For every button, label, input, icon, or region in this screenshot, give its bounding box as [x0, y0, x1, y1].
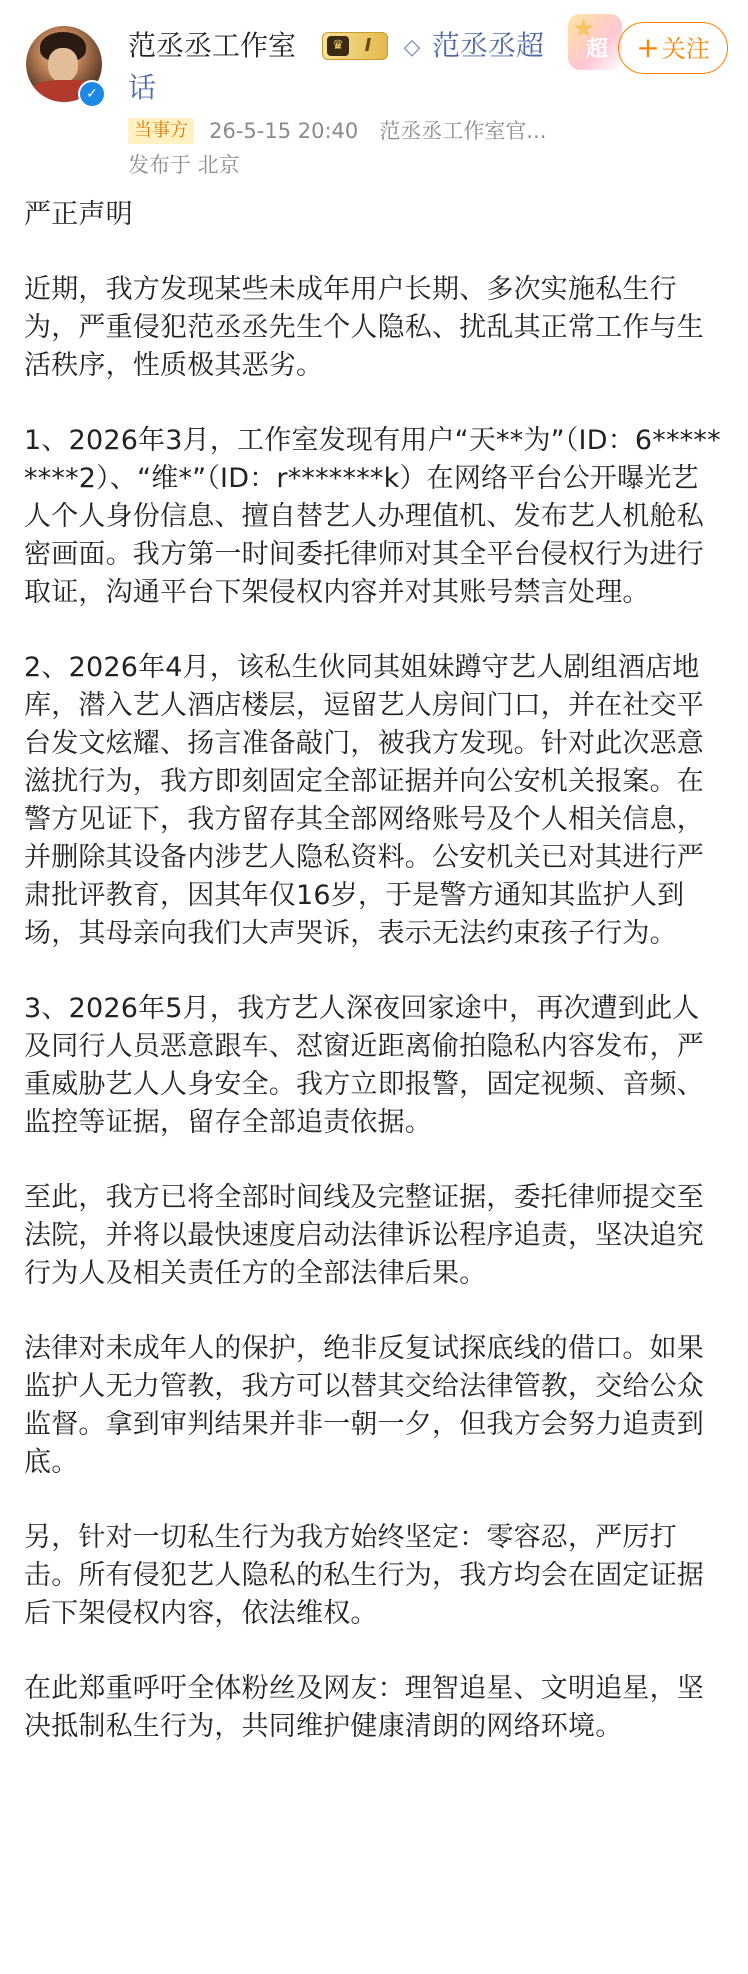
- party-tag: 当事方: [128, 118, 194, 144]
- post-body: [24, 196, 724, 1783]
- avatar-face: [48, 48, 78, 82]
- post-paragraph: 至此，我方已将全部时间线及完整证据，委托律师提交至法院，并将以最快速度启动法律诉讼程序追责，坚决追究行为人及相关责任方的全部法律后果。: [24, 1182, 704, 1289]
- post-paragraph: 近期，我方发现某些未成年用户长期、多次实施私生行为，严重侵犯范丞丞先生个人隐私、扰乱其正常工作与生活秩序，性质极其恶劣。: [24, 274, 704, 381]
- post-paragraph: 另，针对一切私生行为我方始终坚定：零容忍，严厉打击。所有侵犯艺人隐私的私生行为，我方均会在固定证据后下架侵权内容，依法维权。: [24, 1522, 704, 1629]
- diamond-icon: ◇: [403, 35, 421, 60]
- post-source[interactable]: 范丞丞工作室官...: [379, 119, 547, 143]
- plus-icon: +: [636, 31, 660, 64]
- verified-badge-icon: ✓: [78, 80, 106, 108]
- post-location: 发布于 北京: [128, 153, 240, 177]
- vip-level: I: [364, 35, 372, 56]
- post-paragraph: 3、2026年5月，我方艺人深夜回家途中，再次遭到此人及同行人员恶意跟车、怼窗近距离偷拍隐私内容发布，严重威胁艺人人身安全。我方立即报警，固定视频、音频、监控等证据，留存全部追责依据。: [24, 993, 704, 1138]
- star-icon: ★: [572, 14, 596, 44]
- post-paragraph: 2、2026年4月，该私生伙同其姐妹蹲守艺人剧组酒店地库，潜入艺人酒店楼层，逗留艺人房间门口，并在社交平台发文炫耀、扬言准备敲门，被我方发现。针对此次恶意滋扰行为，我方即刻固定全部证据并向公安机关报案。在警方见证下，我方留存其全部网络账号及个人相关信息，并删除其设备内涉艺人隐私资料。公安机关已对其进行严肃批评教育，因其年仅16岁，于是警方通知其监护人到场，其母亲向我们大声哭诉，表示无法约束孩子行为。: [24, 652, 704, 949]
- post-header: [0, 0, 748, 190]
- post-time: 26-5-15 20:40: [209, 119, 359, 143]
- follow-label: 关注: [661, 35, 710, 63]
- post-paragraph: 1、2026年3月，工作室发现有用户“天**为”（ID：6*********2）、“维*”（ID：r*******k）在网络平台公开曝光艺人个人身份信息、擅自替艺人办理值机、发布艺人机舱私密画面。我方第一时间委托律师对其全平台侵权行为进行取证，沟通平台下架侵权内容并对其账号禁言处理。: [24, 425, 721, 608]
- vip-badge[interactable]: [322, 32, 388, 60]
- post-meta: [128, 116, 546, 146]
- deco-label: 超: [586, 37, 609, 62]
- author-name[interactable]: 范丞丞工作室: [128, 29, 297, 62]
- post-paragraph: 在此郑重呼吁全体粉丝及网友：理智追星、文明追星，坚决抵制私生行为，共同维护健康清朗的网络环境。: [24, 1673, 704, 1742]
- crown-vip-icon: ♛: [327, 36, 349, 56]
- super-topic-link-tail[interactable]: 话: [128, 71, 157, 104]
- post-paragraph: 法律对未成年人的保护，绝非反复试探底线的借口。如果监护人无力管教，我方可以替其交给法律管教，交给公众监督。拿到审判结果并非一朝一夕，但我方会努力追责到底。: [24, 1333, 704, 1478]
- post-title: 严正声明: [24, 199, 133, 230]
- super-fan-decoration: [568, 14, 622, 70]
- follow-button[interactable]: [618, 22, 728, 74]
- super-topic-link[interactable]: 范丞丞超: [432, 29, 545, 62]
